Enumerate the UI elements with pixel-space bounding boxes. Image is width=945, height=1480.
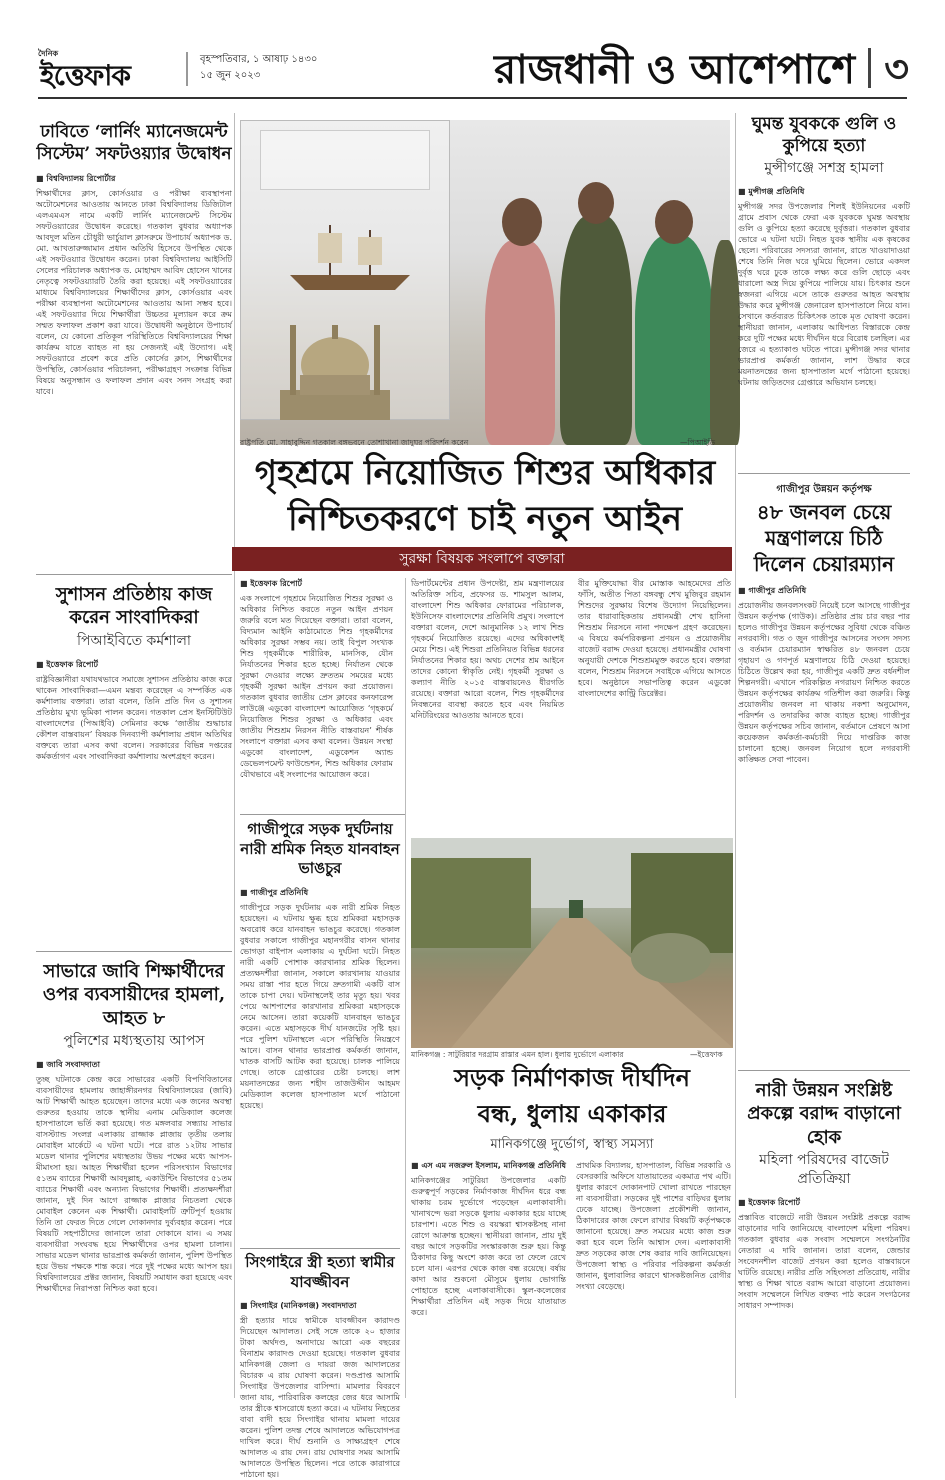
left-column xyxy=(36,113,232,1398)
person-official xyxy=(635,235,713,445)
divider xyxy=(738,473,910,474)
headline: ৪৮ জনবল চেয়ে মন্ত্রণালয়ে চিঠি দিলেন চেয়ারম্যান xyxy=(753,500,895,576)
subhead: মুন্সীগঞ্জে সশস্ত্র হামলা xyxy=(764,160,884,177)
article-munshiganj-murder xyxy=(738,113,910,465)
newspaper-logo xyxy=(38,48,178,92)
main-story-col2 xyxy=(411,578,564,810)
byline: ■ এস এম নজরুল ইসলাম, মানিকগঞ্জ প্রতিনিধি xyxy=(411,1160,566,1173)
headline: সুশাসন প্রতিষ্ঠায় কাজ করেন সাংবাদিকরা xyxy=(55,584,213,629)
headline-line: সড়ক নির্মাণকাজ দীর্ঘদিন xyxy=(454,1063,690,1092)
article-du-lms xyxy=(36,121,232,566)
headline-line: গৃহশ্রমে নিয়োজিত শিশুর অধিকার xyxy=(254,453,716,493)
subhead: পিআইবিতে কর্মশালা xyxy=(77,632,191,649)
logo-small-text: দৈনিক xyxy=(38,49,59,58)
headline: সাভারে জাবি শিক্ষার্থীদের ওপর ব্যবসায়ীদের হামলা, আহত ৮ xyxy=(42,961,226,1029)
byline: ■ গাজীপুর প্রতিনিধি xyxy=(240,887,400,900)
head xyxy=(502,198,542,246)
masthead-divider xyxy=(186,52,188,86)
page-number: ৩ xyxy=(884,46,909,91)
kicker: গাজীপুর উন্নয়ন কর্তৃপক্ষ xyxy=(776,484,872,495)
photo-damaged-road xyxy=(411,838,733,1048)
article-body: মানিকগঞ্জের সাটুরিয়া উপজেলার একটি গুরুত্বপূর্ণ সড়কের নির্মাণকাজ দীর্ঘদিন ধরে বন্ধ থাকায় চরম দুর্ভোগে পড়েছেন এলাকাবাসী। খানাখন্দে ভরা সড়কে ধুলায় একাকার হয়ে যাচ্ছে চারপাশ। এতে শিশু ও বয়স্করা শ্বাসকষ্টসহ নানা রোগে আক্রান্ত হচ্ছেন। স্থানীয়রা জানান, প্রায় দুই বছর আগে সড়কটির সংস্কারকাজ শুরু হয়। কিন্তু ঠিকাদার কিছু অংশে কাজ করে তা ফেলে রেখে চলে যান। এরপর থেকে কাজ বন্ধ রয়েছে। বর্ষায় কাদা আর শুকনো মৌসুমে ধুলায় ভোগান্তি পোহাতে হচ্ছে এলাকাবাসীকে। স্কুল-কলেজের শিক্ষার্থীরা প্রতিদিন এই সড়ক দিয়ে যাতায়াত করে। xyxy=(411,1176,566,1317)
byline: ■ ইত্তেফাক রিপোর্ট xyxy=(738,1197,910,1210)
person-background xyxy=(710,240,740,445)
divider xyxy=(36,951,232,952)
photo-caption: মানিকগঞ্জ : সাটুরিয়ার দরগ্রাম রাস্তার এমন হাল। ধুলায় দুর্ভোগে এলাকার xyxy=(411,1050,624,1059)
person-army-officer xyxy=(560,215,632,445)
article-body: প্রয়োজনীয় জনবলসংকট নিয়েই চলে আসছে গাজীপুর উন্নয়ন কর্তৃপক্ষ (গাউক)। প্রতিষ্ঠার প্রায় চার বছর পার হলেও গাজীপুর উন্নয়ন কর্তৃপক্ষের সুবিধা থেকে বঞ্চিত নগরবাসী। গত ৩ জুন গাজীপুর আসনের সংসদ সদস্য ও বর্তমান চেয়ারম্যান স্বাক্ষরিত ৪৮ জনবল চেয়ে গৃহায়ণ ও গণপূর্ত মন্ত্রণালয়ে চিঠি দেওয়া হয়েছে। চিঠিতে উল্লেখ করা হয়, গাজীপুর একটি দ্রুত বর্ধনশীল শিল্পনগরী। এখানে পরিকল্পিত নগরায়ণ নিশ্চিত করতে উন্নয়ন কর্তৃপক্ষের কার্যক্রম গতিশীল করা জরুরি। কিন্তু প্রয়োজনীয় জনবল না থাকায় নকশা অনুমোদন, পরিদর্শন ও তদারকির কাজ ব্যাহত হচ্ছে। গাজীপুর উন্নয়ন কর্তৃপক্ষের সচিব জানান, বর্তমানে প্রেষণে আসা কয়েকজন কর্মকর্তা-কর্মচারী দিয়ে দাপ্তরিক কাজ চালানো হচ্ছে। জনবল নিয়োগ হলে নগরবাসী কাঙ্ক্ষিত সেবা পাবেন। xyxy=(738,601,910,764)
article-pib-workshop xyxy=(36,583,232,943)
article-body: গাজীপুরে সড়ক দুর্ঘটনায় এক নারী শ্রমিক নিহত হয়েছেন। এ ঘটনায় ক্ষুব্ধ হয়ে শ্রমিকরা মহাসড়ক অবরোধ করে যানবাহন ভাঙচুর করেছে। গতকাল বুধবার সকালে গাজীপুর মহানগরীর বাসন থানার ভোগড়া বাইপাস এলাকায় এ দুর্ঘটনা ঘটে। নিহত নারী একটি পোশাক কারখানার শ্রমিক ছিলেন। প্রত্যক্ষদর্শীরা জানান, সকালে কারখানায় যাওয়ার সময় রাস্তা পার হতে গিয়ে দ্রুতগামী একটি বাস তাকে চাপা দেয়। ঘটনাস্থলেই তার মৃত্যু হয়। খবর পেয়ে আশপাশের কারখানার শ্রমিকরা মহাসড়কে নেমে আসেন। তারা কয়েকটি যানবাহন ভাঙচুর করেন। এতে মহাসড়কে দীর্ঘ যানজটের সৃষ্টি হয়। পরে পুলিশ ঘটনাস্থলে এসে পরিস্থিতি নিয়ন্ত্রণে আনে। বাসন থানার ভারপ্রাপ্ত কর্মকর্তা জানান, ঘাতক বাসটি আটক করা হয়েছে। চালক পালিয়ে গেছে। তাকে গ্রেপ্তারের চেষ্টা চলছে। লাশ ময়নাতদন্তের জন্য শহীদ তাজউদ্দীন আহমদ মেডিক্যাল কলেজ হাসপাতাল মর্গে পাঠানো হয়েছে। xyxy=(240,902,400,1110)
article-body: ডিপার্টমেন্টের প্রধান উপদেষ্টা, শ্রম মন্ত্রণালয়ের অতিরিক্ত সচিব, প্রফেসর ড. শামসুল আলম, বাংলাদেশ শিশু অধিকার ফোরামের পরিচালক, ইউনিসেফ বাংলাদেশের প্রতিনিধি প্রমুখ। সংলাপে বক্তারা বলেন, দেশে আনুমানিক ১২ লাখ শিশু গৃহকর্মে নিয়োজিত রয়েছে। এদের অধিকাংশই মেয়ে শিশু। এই শিশুরা প্রতিনিয়ত বিভিন্ন ধরনের নির্যাতনের শিকার হয়। অথচ দেশের শ্রম আইনে তাদের কোনো স্বীকৃতি নেই। গৃহকর্মী সুরক্ষা ও কল্যাণ নীতি ২০১৫ বাস্তবায়নেও ধীরগতি রয়েছে। বক্তারা আরো বলেন, শিশু গৃহকর্মীদের নিবন্ধনের ব্যবস্থা করতে হবে এবং নিয়মিত মনিটরিংয়ের আওতায় আনতে হবে। xyxy=(411,579,564,720)
display-shelf xyxy=(260,130,430,190)
divider xyxy=(738,1070,910,1071)
photo-caption: রাষ্ট্রপতি মো. সাহাবুদ্দিন গতকাল বঙ্গভবনে তোশাখানা জাদুঘর পরিদর্শন করেন xyxy=(240,438,469,447)
road-story-col2 xyxy=(576,1160,731,1398)
section-title: রাজধানী ও আশেপাশে xyxy=(494,46,855,93)
headline-line: বন্ধ, ধুলায় একাকার xyxy=(477,1099,667,1128)
headline: ঢাবিতে ‘লার্নিং ম্যানেজমেন্ট সিস্টেম’ সফটওয়্যার উদ্বোধন xyxy=(36,122,232,165)
headline: সিংগাইরে স্ত্রী হত্যা স্বামীর যাবজ্জীবন xyxy=(245,1253,395,1291)
person-president xyxy=(485,240,555,445)
dateline xyxy=(200,52,317,84)
article-body: এক সংলাপে গৃহশ্রমে নিয়োজিত শিশুর সুরক্ষা ও অধিকার নিশ্চিত করতে নতুন আইন প্রণয়ন জরুরি বলে মত দিয়েছেন বক্তারা। তারা বলেন, বিদ্যমান আইনি কাঠামোতে শিশু গৃহকর্মীদের অধিকার সুরক্ষা সম্ভব নয়। তাই বিপুল সংখ্যক শিশু গৃহকর্মীকে শারীরিক, মানসিক, যৌন নির্যাতনের শিকার হতে হচ্ছে। নির্যাতন থেকে সুরক্ষা দেওয়ার লক্ষ্যে দ্রুততম সময়ের মধ্যে গৃহকর্মী সুরক্ষা আইন প্রণয়ন করা প্রয়োজন। গতকাল বুধবার জাতীয় প্রেস ক্লাবের কনফারেন্স লাউঞ্জে এডুকো বাংলাদেশ আয়োজিত ‘গৃহকর্মে নিয়োজিত শিশুর সুরক্ষা ও অধিকার এবং জাতীয় শিশুশ্রম নিরসন নীতি বাস্তবায়ন’ শীর্ষক সংলাপে বক্তারা এসব কথা বলেন। উন্নয়ন সংস্থা এডুকো বাংলাদেশ, এডুকেশন অ্যান্ড ডেভেলপমেন্ট ফাউন্ডেশন, শিশু অধিকার ফোরাম যৌথভাবে এই সংলাপের আয়োজন করে। xyxy=(240,594,393,779)
main-kicker: সুরক্ষা বিষয়ক সংলাপে বক্তারা xyxy=(232,547,732,571)
road-subhead: মানিকগঞ্জে দুর্ভোগ, স্বাস্থ্য সমস্যা xyxy=(490,1137,654,1152)
road-headline xyxy=(411,1060,733,1132)
column-rule xyxy=(405,578,406,1398)
masthead xyxy=(0,0,945,100)
mosque-model xyxy=(270,305,400,425)
logo-text: ইত্তেফাক xyxy=(40,59,131,92)
road-story-col1 xyxy=(411,1160,566,1398)
byline: ■ সিংগাইর (মানিকগঞ্জ) সংবাদদাতা xyxy=(240,1300,400,1313)
photo-credit: —ইত্তেফাক xyxy=(690,1050,723,1059)
head xyxy=(578,182,614,224)
subhead: পুলিশের মধ্যস্থতায় আপস xyxy=(63,1033,205,1050)
divider xyxy=(36,574,232,575)
date-english: ১৫ জুন ২০২৩ xyxy=(200,70,261,81)
main-story-col1 xyxy=(240,578,393,810)
article-jabi-attack xyxy=(36,960,232,1420)
headline: নারী উন্নয়ন সংশ্লিষ্ট প্রকল্পে বরাদ্দ বাড়ানো হোক xyxy=(747,1080,901,1148)
byline: ■ গাজীপুর প্রতিনিধি xyxy=(738,585,910,598)
article-singair-murder xyxy=(240,1253,400,1479)
article-body: শিক্ষার্থীদের ক্লাস, কোর্সওয়ার ও পরীক্ষা ব্যবস্থাপনা অটোমেশনের আওতায় আনতে ঢাকা বিশ্ববিদ্যালয় ডিজিটাল এলএমএস নামে একটি লার্নিং ম্যানেজমেন্ট সিস্টেম সফটওয়্যারের উদ্বোধন করেছে। গতকাল বুধবার অধ্যাপক আবদুল মতিন চৌধুরী ভার্চুয়াল ক্লাসরুমে উপাচার্য অধ্যাপক ড. মো. আখতারুজ্জামান প্রধান অতিথি হিসেবে উপস্থিত থেকে এই সফটওয়্যার উদ্বোধন করেন। ঢাকা বিশ্ববিদ্যালয় আইসিটি সেলের পরিচালক অধ্যাপক ড. মোহাম্মদ আবিদ হোসেন খানের নেতৃত্বে সফটওয়্যারটি তৈরি করা হয়েছে। এই সফটওয়্যারের মাধ্যমে বিশ্ববিদ্যালয়ের শিক্ষার্থীদের ক্লাস, কোর্সওয়ার এবং পরীক্ষা ব্যবস্থাপনা অটোমেশনের আওতায় আনা সম্ভব হবে। এই সফটওয়্যার দিয়ে শিক্ষার্থীরা উচ্চতর মূল্যায়ন করে ক্রম সম্মত ফলাফল প্রকাশ করা যাবে। উদ্বোধনী অনুষ্ঠানে উপাচার্য বলেন, যে কোনো প্রতিকূল পরিস্থিতিতে বিশ্ববিদ্যালয়ের শিক্ষা কার্যক্রম যাতে ব্যাহত না হয় সেজন্যই এই উদ্যোগ। এই সফটওয়্যারে প্রবেশ করে প্রতি কোর্সের ক্লাস, শিক্ষার্থীদের উপস্থিতি, কোর্সওয়ার পরিচালনা, পরীক্ষাগ্রহণ সংক্রান্ত বিভিন্ন বিষয়ে অনুসন্ধান ও ফলাফল প্রদান এবং সনদ সংগ্রহ করা যাবে। xyxy=(36,189,232,397)
article-body: প্রস্তাবিত বাজেটে নারী উন্নয়ন সংশ্লিষ্ট প্রকল্পে বরাদ্দ বাড়ানোর দাবি জানিয়েছে বাংলাদেশ মহিলা পরিষদ। গতকাল বুধবার এক সংবাদ সম্মেলনে সংগঠনটির নেতারা এ দাবি জানান। তারা বলেন, জেন্ডার সংবেদনশীল বাজেট প্রণয়ন করা হলেও বাস্তবায়নে ঘাটতি রয়েছে। নারীর প্রতি সহিংসতা প্রতিরোধ, নারীর স্বাস্থ্য ও শিক্ষা খাতে বরাদ্দ আরো বাড়ানো প্রয়োজন। সংবাদ সম্মেলনে লিখিত বক্তব্য পাঠ করেন সংগঠনের সাধারণ সম্পাদক। xyxy=(738,1212,910,1310)
byline: ■ মুন্সীগঞ্জ প্রতিনিধি xyxy=(738,186,910,199)
masthead-rule xyxy=(38,97,907,99)
article-body: প্রাথমিক বিদ্যালয়, হাসপাতাল, বিভিন্ন সরকারি ও বেসরকারি অফিসে যাতায়াতের একমাত্র পথ এটি। ধুলার কারণে দোকানপাট খোলা রাখতে পারছেন না ব্যবসায়ীরা। সড়কের দুই পাশের বাড়িঘর ধুলায় ঢেকে যাচ্ছে। উপজেলা প্রকৌশলী জানান, ঠিকাদারের কাজ ফেলে রাখার বিষয়টি কর্তৃপক্ষকে জানানো হয়েছে। দ্রুত সময়ের মধ্যে কাজ শুরু করা হবে বলে তিনি আশ্বাস দেন। এলাকাবাসী দ্রুত সড়কের কাজ শেষ করার দাবি জানিয়েছেন। উপজেলা স্বাস্থ্য ও পরিবার পরিকল্পনা কর্মকর্তা জানান, ধুলাবালির কারণে শ্বাসকষ্টজনিত রোগীর সংখ্যা বেড়েছে। xyxy=(576,1161,731,1291)
column-rule xyxy=(234,113,235,1398)
article-body: বীর মুক্তিযোদ্ধা বীর মোস্তাক আহমেদের প্রতি ফাঁসি, অতীত পিতা বঙ্গবন্ধু শেখ মুজিবুর রহমান শিশুদের সুরক্ষায় বিশেষ উদ্যোগ নিয়েছিলেন। তার ধারাবাহিকতায় প্রধানমন্ত্রী শেখ হাসিনা শিশুশ্রম নিরসনে নানা পদক্ষেপ গ্রহণ করেছেন। এ বিষয়ে কর্মপরিকল্পনা প্রণয়ন ও প্রয়োজনীয় বাজেট বরাদ্দ দেওয়া হয়েছে। প্রধানমন্ত্রীর ঘোষণা অনুযায়ী দেশকে শিশুশ্রমমুক্ত করতে হবে। বক্তারা বলেন, শিশুশ্রম নিরসনে সবাইকে এগিয়ে আসতে হবে। অনুষ্ঠানে সভাপতিত্ব করেন এডুকো বাংলাদেশের কান্ট্রি ডিরেক্টর। xyxy=(578,579,731,698)
date-bangla: বৃহস্পতিবার, ১ আষাঢ় ১৪৩০ xyxy=(200,54,318,65)
headline: গাজীপুরে সড়ক দুর্ঘটনায় নারী শ্রমিক নিহত যানবাহন ভাঙচুর xyxy=(240,820,400,877)
ship-model xyxy=(280,215,420,295)
article-body: স্ত্রী হত্যার দায়ে স্বামীকে যাবজ্জীবন কারাদণ্ড দিয়েছেন আদালত। সেই সঙ্গে তাকে ২০ হাজার টাকা অর্থদণ্ড, অনাদায়ে আরো এক বছরের বিনাশ্রম কারাদণ্ড দেওয়া হয়েছে। গতকাল বুধবার মানিকগঞ্জ জেলা ও দায়রা জজ আদালতের বিচারক এ রায় ঘোষণা করেন। দণ্ডপ্রাপ্ত আসামি সিংগাইর উপজেলার বাসিন্দা। মামলার বিবরণে জানা যায়, পারিবারিক কলহের জের ধরে আসামি তার স্ত্রীকে শ্বাসরোধে হত্যা করে। এ ঘটনায় নিহতের বাবা বাদী হয়ে সিংগাইর থানায় মামলা দায়ের করেন। পুলিশ তদন্ত শেষে আদালতে অভিযোগপত্র দাখিল করে। দীর্ঘ শুনানি ও সাক্ষ্যগ্রহণ শেষে আদালত এ রায় দেন। রায় ঘোষণার সময় আসামি আদালতে উপস্থিত ছিলেন। পরে তাকে কারাগারে পাঠানো হয়। xyxy=(240,1316,400,1479)
byline: ■ ইত্তেফাক রিপোর্ট xyxy=(36,659,232,672)
article-gazipur-accident xyxy=(240,820,400,1245)
article-gazipur-authority xyxy=(738,482,910,1062)
road-scene xyxy=(411,838,733,1048)
article-body: মুন্সীগঞ্জ সদর উপজেলার শিলই ইউনিয়নের একটি গ্রামে প্রবাস থেকে ফেরা এক যুবককে ঘুমন্ত অবস্থায় গুলি ও কুপিয়ে হত্যা করেছে দুর্বৃত্তরা। গতকাল বুধবার ভোরে এ ঘটনা ঘটে। নিহত যুবক স্থানীয় এক কৃষকের ছেলে। পরিবারের সদস্যরা জানান, রাতে খাওয়াদাওয়া শেষে তিনি নিজ ঘরে ঘুমিয়ে ছিলেন। ভোরে একদল দুর্বৃত্ত ঘরে ঢুকে তাকে লক্ষ্য করে গুলি ছোড়ে এবং ধারালো অস্ত্র দিয়ে কুপিয়ে পালিয়ে যায়। চিৎকার শুনে স্বজনরা এগিয়ে এসে তাকে গুরুতর আহত অবস্থায় উদ্ধার করে মুন্সীগঞ্জ জেনারেল হাসপাতালে নিয়ে যান। সেখানে কর্তব্যরত চিকিৎসক তাকে মৃত ঘোষণা করেন। স্থানীয়রা জানান, এলাকায় আধিপত্য বিস্তারকে কেন্দ্র করে দুটি পক্ষের মধ্যে দীর্ঘদিন ধরে বিরোধ চলছিল। এর জেরে এ হত্যাকাণ্ড ঘটতে পারে। মুন্সীগঞ্জ সদর থানার ভারপ্রাপ্ত কর্মকর্তা জানান, লাশ উদ্ধার করে ময়নাতদন্তের জন্য হাসপাতাল মর্গে পাঠানো হয়েছে। ঘটনায় জড়িতদের গ্রেপ্তারে অভিযান চলছে। xyxy=(738,202,910,388)
headline: ঘুমন্ত যুবককে গুলি ও কুপিয়ে হত্যা xyxy=(751,114,897,157)
photo-president-museum xyxy=(240,120,730,445)
divider xyxy=(240,814,405,815)
divider xyxy=(240,1248,400,1249)
article-body: তুচ্ছ ঘটনাকে কেন্দ্র করে সাভারের একটি বিপণিবিতানের ব্যবসায়ীদের হামলায় জাহাঙ্গীরনগর বিশ্ববিদ্যালয়ের (জাবি) আট শিক্ষার্থী আহত হয়েছেন। তাদের মধ্যে এক জনের অবস্থা গুরুতর হওয়ায় তাকে স্থানীয় এনাম মেডিক্যাল কলেজ হাসপাতালে ভর্তি করা হয়েছে। গত মঙ্গলবার সন্ধ্যায় সাভার বাসস্ট্যান্ড সংলগ্ন এলাকায় রাজ্জাক প্লাজায় তৃতীয় তলায় মোবাইল মার্কেটে এ ঘটনা ঘটে। পরে রাত ১২টায় সাভার মডেল থানার পুলিশের মধ্যস্থতায় উভয় পক্ষের মধ্যে আপস-মীমাংসা হয়। আহত শিক্ষার্থীরা হলেন পরিসংখ্যান বিভাগের ৫১তম ব্যাচের শিক্ষার্থী আবদুল্লাহ, একাউন্টিং বিভাগের ৫১তম ব্যাচের শিক্ষার্থী এবং অন্যান্য বিভাগের শিক্ষার্থী। প্রত্যক্ষদর্শীরা জানান, দুই দিন আগে রাজ্জাক প্লাজার নিচতলা থেকে মোবাইল কেনেন এক শিক্ষার্থী। মোবাইলটি ত্রুটিপূর্ণ হওয়ায় তিনি তা ফেরত দিতে গেলে দোকানদার দুর্ব্যবহার করেন। পরে বিষয়টি সহপাঠীদের জানালে তারা দোকানে যান। এ সময় ব্যবসায়ীরা সংঘবদ্ধ হয়ে শিক্ষার্থীদের ওপর হামলা চালান। সাভার মডেল থানার ভারপ্রাপ্ত কর্মকর্তা জানান, পুলিশ উপস্থিত হয়ে উভয় পক্ষকে শান্ত করে। পরে দুই পক্ষের মধ্যে আপস হয়। বিশ্ববিদ্যালয়ের প্রক্টর জানান, বিষয়টি সমাধান করা হয়েছে এবং শিক্ষার্থীদের নিরাপত্তা নিশ্চিত করা হবে। xyxy=(36,1075,232,1294)
main-story-col3 xyxy=(578,578,731,828)
byline: ■ বিশ্ববিদ্যালয় রিপোর্টার xyxy=(36,173,232,186)
article-women-budget xyxy=(738,1079,910,1399)
article-body: রাষ্ট্রবিজ্ঞানীরা যথাযথভাবে সমাজে সুশাসন প্রতিষ্ঠায় কাজ করে থাকেন সাংবাদিকরা—এমন মন্তব্য করেছেন এ সম্পর্কিত এক কর্মশালায় বক্তারা। তারা বলেন, তিনি প্রতি দিন ও সুশাসন প্রতিষ্ঠায় মুখ্য ভূমিকা পালন করেন। গতকাল প্রেস ইনস্টিটিউট বাংলাদেশের (পিআইবি) সেমিনার কক্ষে ‘জাতীয় শুদ্ধাচার কৌশল বাস্তবায়ন’ বিষয়ক দিনব্যাপী কর্মশালায় প্রধান অতিথির বক্তব্যে তারা এসব কথা বলেন। সরকারের বিভিন্ন দপ্তরের কর্মকর্তাগণ এবং সাংবাদিকরা কর্মশালায় অংশগ্রহণ করেন। xyxy=(36,674,232,761)
photo-credit: —পিআইডি xyxy=(680,438,716,447)
subhead: মহিলা পরিষদের বাজেট প্রতিক্রিয়া xyxy=(759,1152,889,1188)
byline: ■ জাবি সংবাদদাতা xyxy=(36,1059,232,1072)
head xyxy=(655,200,693,244)
headline-line: নিশ্চিতকরণে চাই নতুন আইন xyxy=(287,499,683,539)
main-headline xyxy=(240,450,730,542)
page-number-divider xyxy=(868,48,871,88)
right-column xyxy=(738,113,910,1398)
byline: ■ ইত্তেফাক রিপোর্ট xyxy=(240,578,393,591)
